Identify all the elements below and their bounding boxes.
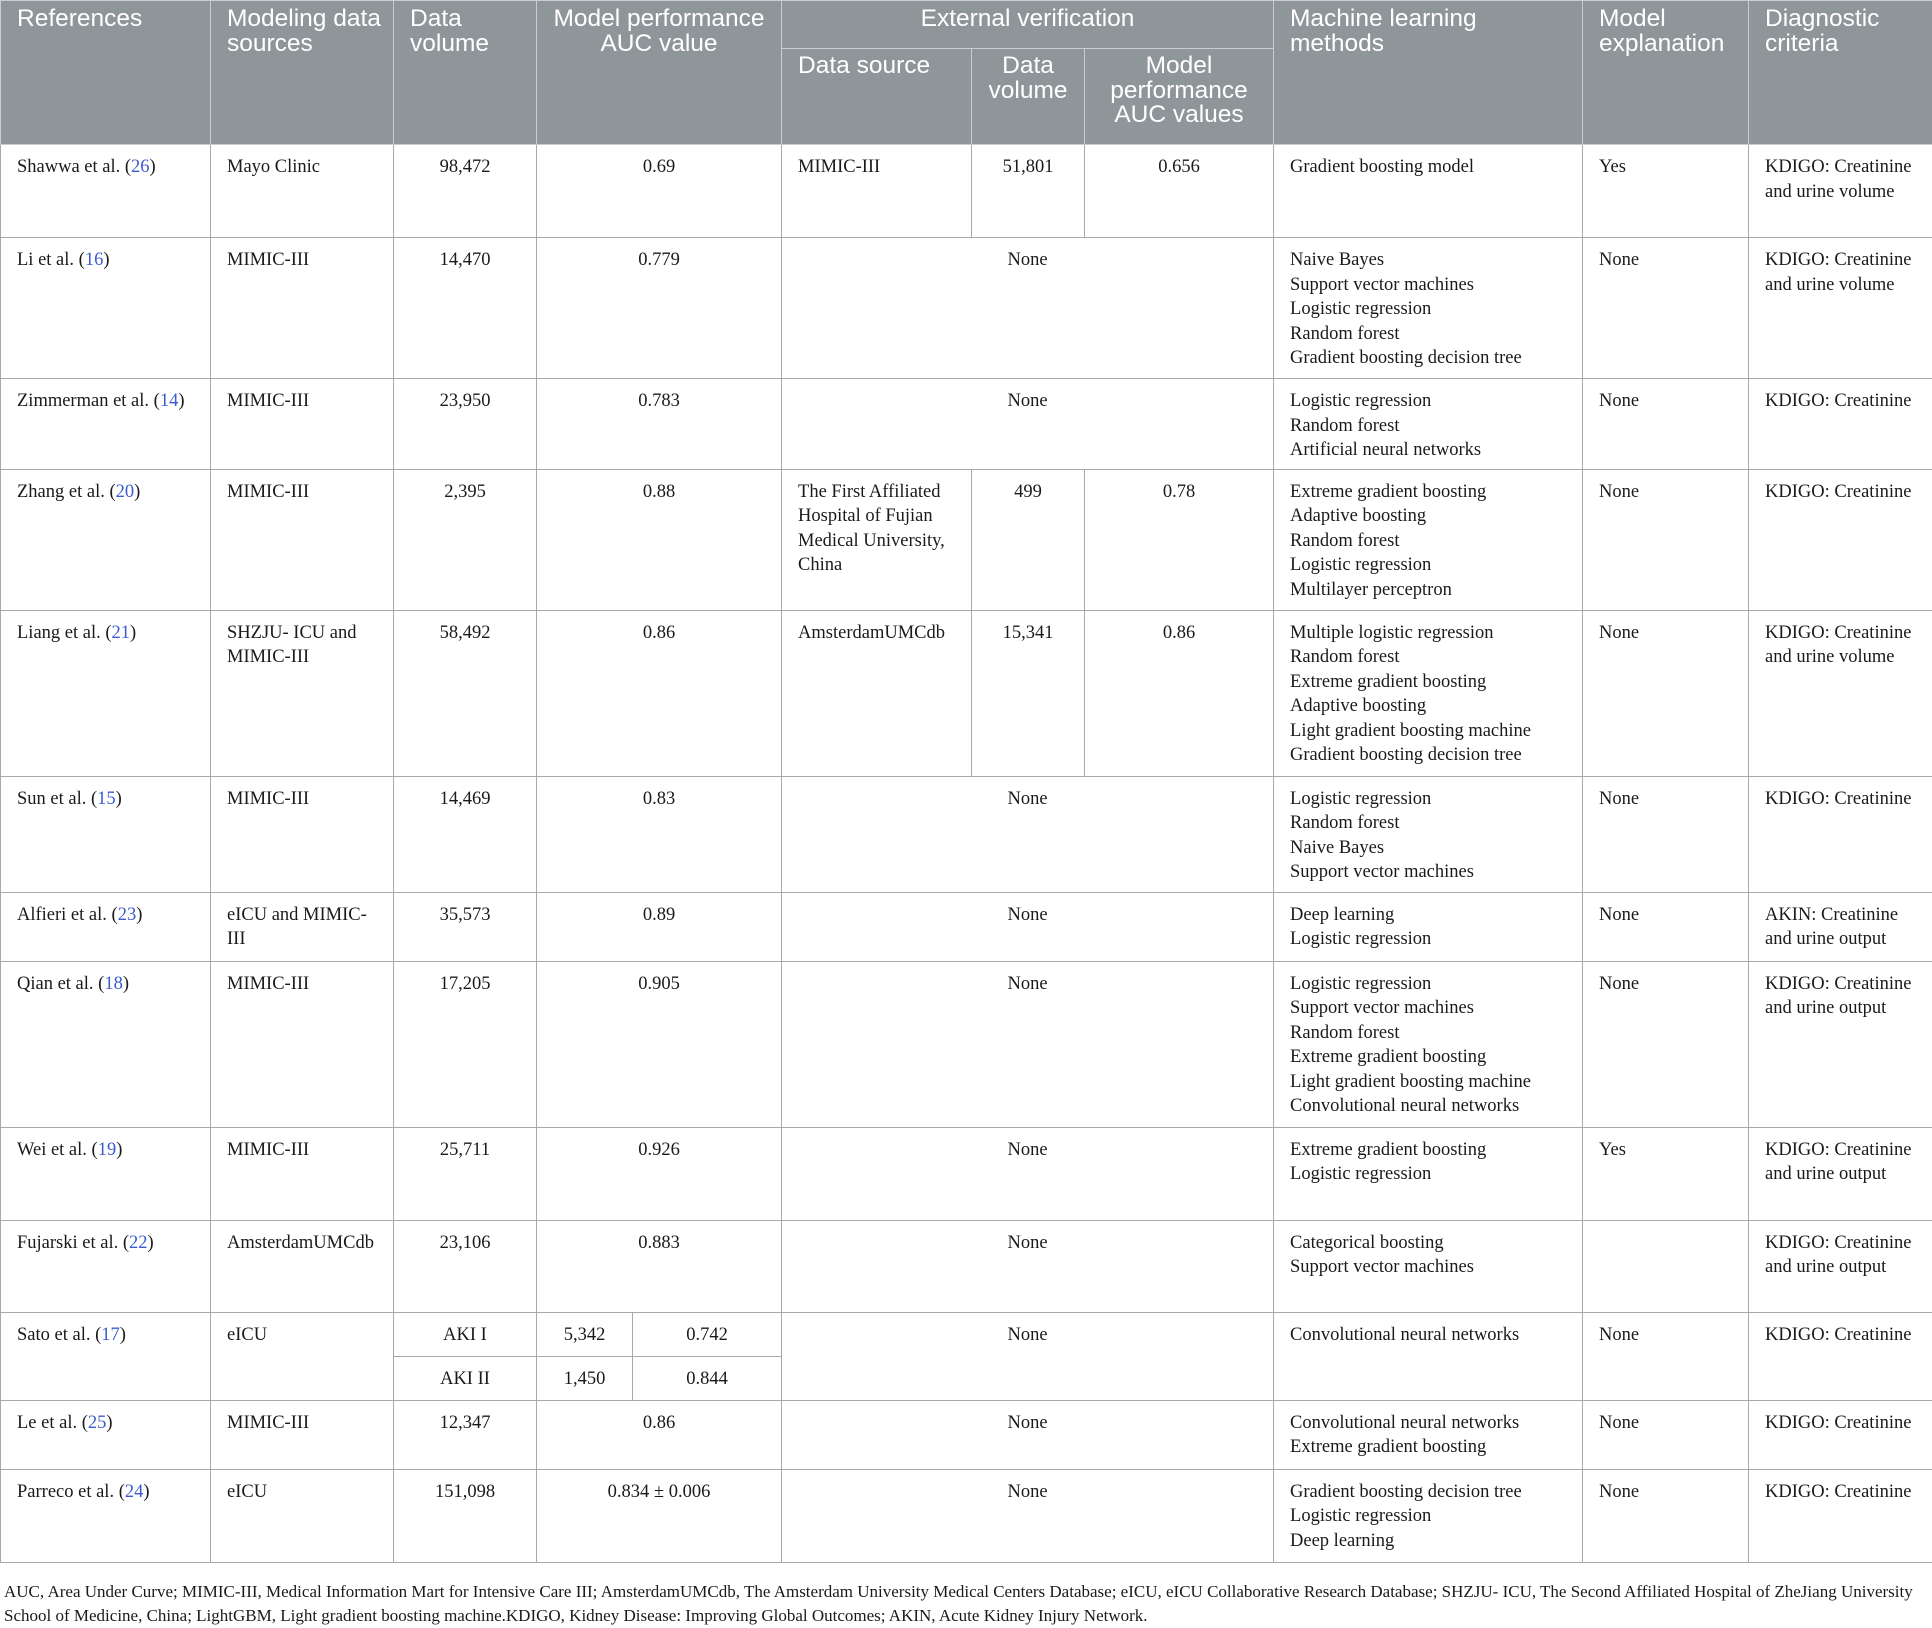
reference-close: ) (116, 789, 122, 809)
cell-subgroup-volume: 5,342 (537, 1312, 633, 1356)
cell-diagnostic-criteria: KDIGO: Creatinine (1749, 1312, 1932, 1400)
method-item: Gradient boosting decision tree (1290, 743, 1574, 768)
cell-data-volume: 12,347 (394, 1400, 537, 1469)
cell-reference (1, 238, 211, 379)
cell-model-auc: 0.69 (537, 145, 782, 238)
citation-link[interactable]: 17 (101, 1325, 120, 1345)
reference-author: Le et al. ( (17, 1413, 88, 1433)
citation-link[interactable]: 14 (160, 391, 179, 411)
cell-ml-methods (1274, 961, 1583, 1127)
cell-diagnostic-criteria: KDIGO: Creatinine (1749, 469, 1932, 610)
cell-reference (1, 1220, 211, 1312)
table-row (1, 145, 1932, 238)
cell-modeling-source: Mayo Clinic (211, 145, 394, 238)
method-item: Support vector machines (1290, 273, 1574, 298)
table-row (1, 1127, 1932, 1220)
cell-ml-methods (1274, 238, 1583, 379)
table-row (1, 892, 1932, 961)
method-item: Naive Bayes (1290, 248, 1574, 273)
cell-model-auc: 0.834 ± 0.006 (537, 1469, 782, 1562)
reference-author: Alfieri et al. ( (17, 905, 118, 925)
cell-diagnostic-criteria: KDIGO: Creatinine and urine output (1749, 1220, 1932, 1312)
header-external-verification: External verification (782, 1, 1274, 49)
cell-modeling-source: MIMIC-III (211, 1127, 394, 1220)
cell-modeling-source: MIMIC-III (211, 1400, 394, 1469)
cell-model-explanation (1583, 1220, 1749, 1312)
method-item: Logistic regression (1290, 787, 1574, 812)
header-modeling-sources: Modeling data sources (211, 1, 394, 145)
cell-modeling-source: eICU (211, 1469, 394, 1562)
cell-subgroup-label: AKI II (394, 1356, 537, 1400)
citation-link[interactable]: 18 (104, 974, 123, 994)
cell-ml-methods (1274, 892, 1583, 961)
cell-reference (1, 1127, 211, 1220)
header-references: References (1, 1, 211, 145)
cell-reference (1, 469, 211, 610)
cell-modeling-source: AmsterdamUMCdb (211, 1220, 394, 1312)
reference-author: Wei et al. ( (17, 1140, 98, 1160)
cell-external-none: None (782, 961, 1274, 1127)
table-row (1, 379, 1932, 470)
cell-reference (1, 1400, 211, 1469)
method-item: Logistic regression (1290, 553, 1574, 578)
cell-model-auc: 0.783 (537, 379, 782, 470)
method-item: Random forest (1290, 811, 1574, 836)
cell-ml-methods (1274, 776, 1583, 892)
citation-link[interactable]: 22 (129, 1233, 148, 1253)
cell-ml-methods (1274, 1220, 1583, 1312)
reference-author: Zimmerman et al. ( (17, 391, 160, 411)
method-item: Artificial neural networks (1290, 438, 1574, 463)
reference-close: ) (120, 1325, 126, 1345)
cell-model-auc: 0.88 (537, 469, 782, 610)
cell-diagnostic-criteria: KDIGO: Creatinine and urine volume (1749, 145, 1932, 238)
cell-modeling-source: MIMIC-III (211, 961, 394, 1127)
table-body (1, 145, 1932, 1563)
table-row (1, 1400, 1932, 1469)
cell-diagnostic-criteria: KDIGO: Creatinine (1749, 1400, 1932, 1469)
cell-external-none: None (782, 1469, 1274, 1562)
header-ext-source: Data source (782, 49, 972, 145)
cell-model-explanation: None (1583, 238, 1749, 379)
cell-diagnostic-criteria: KDIGO: Creatinine (1749, 1469, 1932, 1562)
method-item: Light gradient boosting machine (1290, 1070, 1574, 1095)
cell-model-auc: 0.86 (537, 610, 782, 776)
citation-link[interactable]: 26 (131, 157, 150, 177)
cell-model-explanation: None (1583, 1312, 1749, 1400)
method-item: Convolutional neural networks (1290, 1411, 1574, 1436)
cell-ml-methods (1274, 1469, 1583, 1562)
reference-author: Liang et al. ( (17, 623, 112, 643)
cell-data-volume: 14,469 (394, 776, 537, 892)
method-item: Light gradient boosting machine (1290, 719, 1574, 744)
cell-modeling-source: eICU and MIMIC-III (211, 892, 394, 961)
reference-close: ) (103, 250, 109, 270)
reference-author: Fujarski et al. ( (17, 1233, 129, 1253)
table-footnote: AUC, Area Under Curve; MIMIC-III, Medical Information Mart for Intensive Care III; AmsterdamUMCdb, The Amsterdam University Medical Centers Database; eICU, eICU Collaborative Research Database; SHZJU- ICU, The Second Affiliated Hospital of ZheJiang University School of Medicine, China; LightGBM, Light gradient boosting machine.KDIGO, Kidney Disease: Improving Global Outcomes; AKIN, Acute Kidney Injury Network. (0, 1580, 1924, 1628)
method-item: Deep learning (1290, 903, 1574, 928)
cell-model-auc: 0.905 (537, 961, 782, 1127)
reference-author: Parreco et al. ( (17, 1482, 125, 1502)
reference-close: ) (106, 1413, 112, 1433)
cell-data-volume: 25,711 (394, 1127, 537, 1220)
header-model-auc: Model performance AUC value (537, 1, 782, 145)
method-item: Categorical boosting (1290, 1231, 1574, 1256)
method-item: Random forest (1290, 414, 1574, 439)
cell-modeling-source: MIMIC-III (211, 776, 394, 892)
header-ml-methods: Machine learning methods (1274, 1, 1583, 145)
reference-close: ) (123, 974, 129, 994)
method-item: Naive Bayes (1290, 836, 1574, 861)
citation-link[interactable]: 19 (98, 1140, 117, 1160)
table-row (1, 1220, 1932, 1312)
cell-model-auc: 0.89 (537, 892, 782, 961)
cell-subgroup-auc: 0.742 (633, 1312, 782, 1356)
cell-diagnostic-criteria: KDIGO: Creatinine (1749, 379, 1932, 470)
reference-author: Sato et al. ( (17, 1325, 101, 1345)
table-row (1, 1312, 1932, 1356)
method-item: Extreme gradient boosting (1290, 1138, 1574, 1163)
header-ext-volume: Data volume (972, 49, 1085, 145)
method-item: Random forest (1290, 645, 1574, 670)
cell-model-explanation: None (1583, 610, 1749, 776)
cell-modeling-source: MIMIC-III (211, 469, 394, 610)
reference-close: ) (150, 157, 156, 177)
cell-modeling-source: MIMIC-III (211, 379, 394, 470)
method-item: Deep learning (1290, 1529, 1574, 1554)
cell-reference (1, 776, 211, 892)
cell-diagnostic-criteria: AKIN: Creatinine and urine output (1749, 892, 1932, 961)
cell-ml-methods (1274, 469, 1583, 610)
cell-reference (1, 379, 211, 470)
cell-modeling-source: MIMIC-III (211, 238, 394, 379)
cell-ml-methods (1274, 610, 1583, 776)
method-item: Random forest (1290, 322, 1574, 347)
method-item: Support vector machines (1290, 996, 1574, 1021)
table-row (1, 961, 1932, 1127)
cell-data-volume: 98,472 (394, 145, 537, 238)
cell-external-none: None (782, 1312, 1274, 1400)
method-item: Logistic regression (1290, 297, 1574, 322)
cell-external-auc: 0.86 (1085, 610, 1274, 776)
reference-author: Zhang et al. ( (17, 482, 116, 502)
cell-subgroup-label: AKI I (394, 1312, 537, 1356)
cell-model-explanation: None (1583, 961, 1749, 1127)
method-item: Adaptive boosting (1290, 694, 1574, 719)
cell-reference (1, 892, 211, 961)
cell-model-auc: 0.86 (537, 1400, 782, 1469)
cell-external-none: None (782, 379, 1274, 470)
reference-author: Shawwa et al. ( (17, 157, 131, 177)
cell-model-explanation: None (1583, 1469, 1749, 1562)
reference-close: ) (134, 482, 140, 502)
cell-external-none: None (782, 776, 1274, 892)
header-model-explanation: Model explanation (1583, 1, 1749, 145)
table-row (1, 238, 1932, 379)
cell-ml-methods (1274, 145, 1583, 238)
table-row (1, 469, 1932, 610)
cell-model-auc: 0.779 (537, 238, 782, 379)
reference-author: Qian et al. ( (17, 974, 104, 994)
method-item: Multiple logistic regression (1290, 621, 1574, 646)
cell-model-auc: 0.926 (537, 1127, 782, 1220)
method-item: Adaptive boosting (1290, 504, 1574, 529)
table-row (1, 610, 1932, 776)
method-item: Multilayer perceptron (1290, 578, 1574, 603)
cell-model-auc: 0.883 (537, 1220, 782, 1312)
reference-close: ) (148, 1233, 154, 1253)
method-item: Logistic regression (1290, 972, 1574, 997)
method-item: Gradient boosting decision tree (1290, 346, 1574, 371)
method-item: Gradient boosting decision tree (1290, 1480, 1574, 1505)
table-row (1, 776, 1932, 892)
header-data-volume: Data volume (394, 1, 537, 145)
method-item: Extreme gradient boosting (1290, 480, 1574, 505)
header-ext-auc: Model performance AUC values (1085, 49, 1274, 145)
cell-external-none: None (782, 1400, 1274, 1469)
cell-reference (1, 1312, 211, 1400)
table-row (1, 1469, 1932, 1562)
cell-model-explanation: None (1583, 379, 1749, 470)
cell-external-auc: 0.656 (1085, 145, 1274, 238)
cell-external-volume: 15,341 (972, 610, 1085, 776)
cell-external-volume: 51,801 (972, 145, 1085, 238)
citation-link[interactable]: 25 (88, 1413, 107, 1433)
method-item: Extreme gradient boosting (1290, 1435, 1574, 1460)
cell-data-volume: 14,470 (394, 238, 537, 379)
cell-external-none: None (782, 892, 1274, 961)
cell-subgroup-volume: 1,450 (537, 1356, 633, 1400)
cell-reference (1, 610, 211, 776)
citation-link[interactable]: 16 (85, 250, 104, 270)
cell-external-none: None (782, 238, 1274, 379)
table-header (1, 1, 1932, 145)
cell-data-volume: 23,950 (394, 379, 537, 470)
reference-author: Li et al. ( (17, 250, 85, 270)
cell-external-source: AmsterdamUMCdb (782, 610, 972, 776)
cell-model-explanation: Yes (1583, 1127, 1749, 1220)
cell-modeling-source: SHZJU- ICU and MIMIC-III (211, 610, 394, 776)
cell-model-explanation: None (1583, 469, 1749, 610)
method-item: Random forest (1290, 1021, 1574, 1046)
cell-ml-methods (1274, 1400, 1583, 1469)
cell-ml-methods (1274, 1127, 1583, 1220)
method-item: Logistic regression (1290, 389, 1574, 414)
cell-data-volume: 35,573 (394, 892, 537, 961)
cell-diagnostic-criteria: KDIGO: Creatinine and urine volume (1749, 610, 1932, 776)
cell-data-volume: 151,098 (394, 1469, 537, 1562)
cell-model-explanation: None (1583, 1400, 1749, 1469)
cell-subgroup-auc: 0.844 (633, 1356, 782, 1400)
cell-reference (1, 961, 211, 1127)
reference-author: Sun et al. ( (17, 789, 97, 809)
reference-close: ) (136, 905, 142, 925)
cell-ml-methods (1274, 379, 1583, 470)
cell-external-source: MIMIC-III (782, 145, 972, 238)
method-item: Logistic regression (1290, 1162, 1574, 1187)
cell-reference (1, 145, 211, 238)
cell-data-volume: 58,492 (394, 610, 537, 776)
citation-link[interactable]: 24 (125, 1482, 144, 1502)
cell-model-explanation: None (1583, 776, 1749, 892)
method-item: Gradient boosting model (1290, 155, 1574, 180)
citation-link[interactable]: 21 (112, 623, 131, 643)
cell-data-volume: 23,106 (394, 1220, 537, 1312)
cell-data-volume: 17,205 (394, 961, 537, 1127)
method-item: Extreme gradient boosting (1290, 1045, 1574, 1070)
cell-data-volume: 2,395 (394, 469, 537, 610)
cell-diagnostic-criteria: KDIGO: Creatinine (1749, 776, 1932, 892)
method-item: Logistic regression (1290, 927, 1574, 952)
cell-external-volume: 499 (972, 469, 1085, 610)
cell-ml-methods (1274, 1312, 1583, 1400)
method-item: Random forest (1290, 529, 1574, 554)
method-item: Support vector machines (1290, 860, 1574, 885)
reference-close: ) (130, 623, 136, 643)
method-item: Convolutional neural networks (1290, 1323, 1574, 1348)
cell-modeling-source: eICU (211, 1312, 394, 1400)
cell-external-auc: 0.78 (1085, 469, 1274, 610)
header-diagnostic-criteria: Diagnostic criteria (1749, 1, 1932, 145)
citation-link[interactable]: 23 (118, 905, 137, 925)
method-item: Convolutional neural networks (1290, 1094, 1574, 1119)
cell-diagnostic-criteria: KDIGO: Creatinine and urine volume (1749, 238, 1932, 379)
method-item: Logistic regression (1290, 1504, 1574, 1529)
cell-model-auc: 0.83 (537, 776, 782, 892)
cell-diagnostic-criteria: KDIGO: Creatinine and urine output (1749, 1127, 1932, 1220)
citation-link[interactable]: 15 (97, 789, 116, 809)
cell-model-explanation: Yes (1583, 145, 1749, 238)
cell-model-explanation: None (1583, 892, 1749, 961)
cell-external-source: The First Affiliated Hospital of Fujian Medical University, China (782, 469, 972, 610)
cell-external-none: None (782, 1220, 1274, 1312)
method-item: Extreme gradient boosting (1290, 670, 1574, 695)
reference-close: ) (178, 391, 184, 411)
citation-link[interactable]: 20 (116, 482, 135, 502)
cell-reference (1, 1469, 211, 1562)
method-item: Support vector machines (1290, 1255, 1574, 1280)
cell-external-none: None (782, 1127, 1274, 1220)
reference-close: ) (143, 1482, 149, 1502)
reference-close: ) (116, 1140, 122, 1160)
cell-diagnostic-criteria: KDIGO: Creatinine and urine output (1749, 961, 1932, 1127)
